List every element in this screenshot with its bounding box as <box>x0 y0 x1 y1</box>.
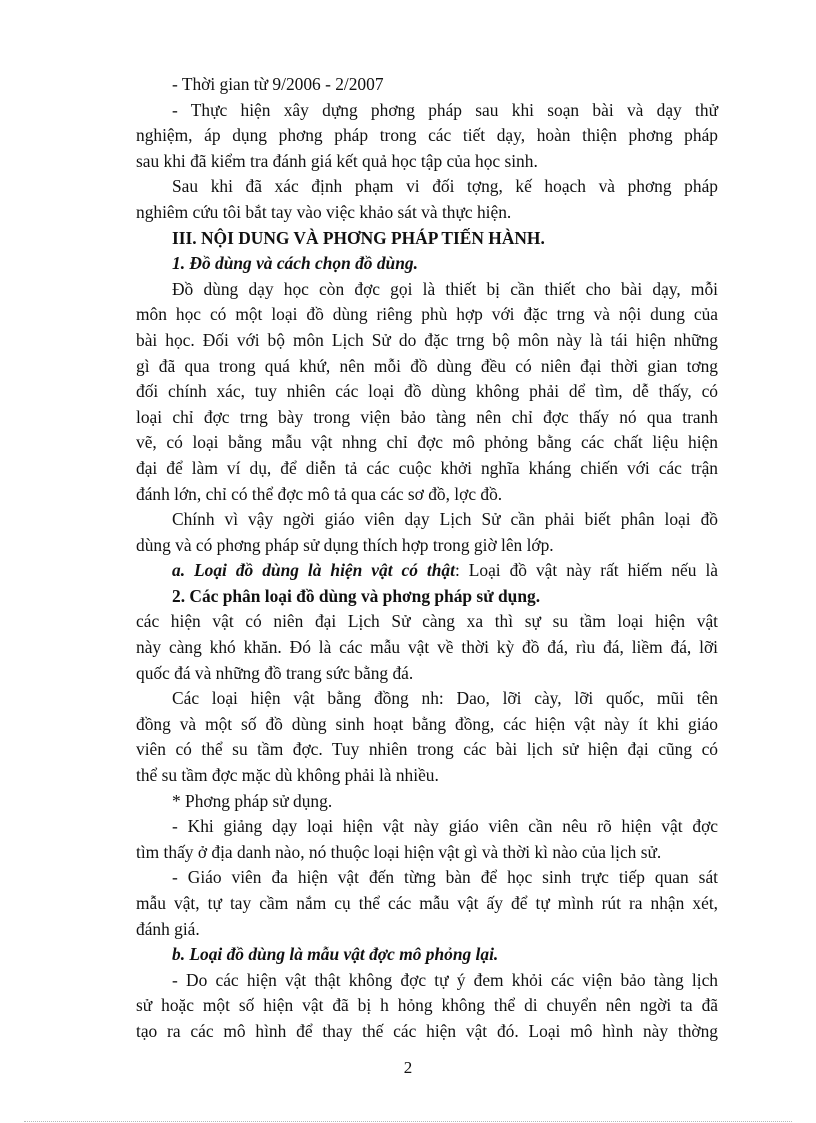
paragraph-line: Đồ dùng dạy học còn đợc gọi là thiết bị cần thiết cho bài dạy, mỗi <box>172 278 718 299</box>
paragraph-line: nghiêm cứu tôi bắt tay vào việc khảo sát và thực hiện. <box>136 201 512 222</box>
paragraph-line: đại để làm ví dụ, để diễn tả các cuộc khởi nghĩa kháng chiến với các trận <box>136 457 718 478</box>
paragraph-line: - Do các hiện vật thật không đợc tự ý đem khỏi các viện bảo tàng lịch <box>172 969 718 990</box>
paragraph-line: Sau khi đã xác định phạm vi đối tợng, kế hoạch và phơng pháp <box>172 176 718 197</box>
paragraph-line: tìm thấy ở địa danh nào, nó thuộc loại hiện vật gì và thời kì nào của lịch sử. <box>136 841 662 862</box>
paragraph-line: mẫu vật, tự tay cầm nắm cụ thể các mẫu vật ấy để tự mình rút ra nhận xét, <box>136 893 718 913</box>
paragraph-line: nghiệm, áp dụng phơng pháp trong các tiết dạy, hoàn thiện phơng pháp <box>136 125 718 146</box>
paragraph-line: đối chính xác, tuy nhiên các loại đồ dùng không phải dể tìm, dễ thấy, có <box>136 381 718 402</box>
paragraph-line: viên có thể su tầm đợc. Tuy nhiên trong các bài lịch sử hiện đại cũng có <box>136 739 718 760</box>
paragraph-line: tạo ra các mô hình để thay thế các hiện vật đó. Loại mô hình này thờng <box>136 1020 718 1041</box>
paragraph-line: - Khi giảng dạy loại hiện vật này giáo viên cần nêu rõ hiện vật đợc <box>172 816 718 837</box>
paragraph-line: đánh giá. <box>136 918 200 939</box>
paragraph-line: bài học. Đối với bộ môn Lịch Sử do đặc trng bộ môn này là tái hiện những <box>136 329 718 350</box>
item-a-line <box>136 558 718 584</box>
time-line: - Thời gian từ 9/2006 - 2/2007 <box>172 74 384 94</box>
subheading-b: b. Loại đồ dùng là mẫu vật đợc mô phỏng lại. <box>172 944 499 965</box>
paragraph-line: gì đã qua trong quá khứ, nên mỗi đồ dùng đều có niên đại thời gian tơng <box>136 355 718 376</box>
item-a-label: a. Loại đồ dùng là hiện vật có thật <box>172 560 455 581</box>
paragraph-line: dùng và có phơng pháp sử dụng thích hợp trong giờ lên lớp. <box>136 534 554 555</box>
paragraph-line: - Giáo viên đa hiện vật đến từng bàn để học sinh trực tiếp quan sát <box>172 867 718 888</box>
paragraph-line: thể su tầm đợc mặc dù không phải là nhiều. <box>136 765 439 786</box>
paragraph-line: này càng khó khăn. Đó là các mẫu vật về thời kỳ đồ đá, rìu đá, liềm đá, lỡi <box>136 637 718 658</box>
paragraph-line: Chính vì vậy ngời giáo viên dạy Lịch Sử cần phải biết phân loại đồ <box>172 509 718 530</box>
subheading-1: 1. Đồ dùng và cách chọn đồ dùng. <box>172 253 418 274</box>
subheading-2: 2. Các phân loại đồ dùng và phơng pháp sử dụng. <box>172 585 541 606</box>
method-label: * Phơng pháp sử dụng. <box>172 790 333 811</box>
paragraph-line: đánh lớn, chỉ có thể đợc mô tả qua các sơ đồ, lợc đồ. <box>136 483 503 504</box>
paragraph-line: môn học có một loại đồ dùng riêng phù hợp với đặc trng và nội dung của <box>136 304 718 325</box>
paragraph-line: vẽ, có loại bằng mẫu vật nhng chỉ đợc mô phỏng bằng các chất liệu hiện <box>136 432 718 453</box>
page-bottom-divider <box>24 1121 792 1122</box>
item-a-text: : Loại đồ vật này rất hiếm nếu là <box>454 560 718 581</box>
paragraph-line: quốc đá và những đồ trang sức bằng đá. <box>136 662 414 683</box>
paragraph-line: sử hoặc một số hiện vật đã bị h hỏng không thể di chuyển nên ngời ta đã <box>136 995 718 1016</box>
paragraph-line: đồng và một số đồ dùng sinh hoạt bằng đồng, các hiện vật này ít khi giáo <box>136 713 718 734</box>
paragraph-line: loại chỉ đợc trng bày trong viện bảo tàng nên chỉ đợc thấy nó qua tranh <box>136 406 718 427</box>
paragraph-line: - Thực hiện xây dựng phơng pháp sau khi soạn bài và dạy thử <box>172 99 718 120</box>
paragraph-line: các hiện vật có niên đại Lịch Sử càng xa thì sự su tầm loại hiện vật <box>136 611 718 632</box>
page-body <box>136 72 718 1045</box>
page-number: 2 <box>403 1058 413 1077</box>
paragraph-line: sau khi đã kiểm tra đánh giá kết quả học tập của học sinh. <box>136 150 538 171</box>
paragraph-line: Các loại hiện vật bằng đồng nh: Dao, lỡi cày, lỡi quốc, mũi tên <box>172 688 718 709</box>
section-heading: III. NỘI DUNG VÀ PHƠNG PHÁP TIẾN HÀNH. <box>172 227 545 248</box>
